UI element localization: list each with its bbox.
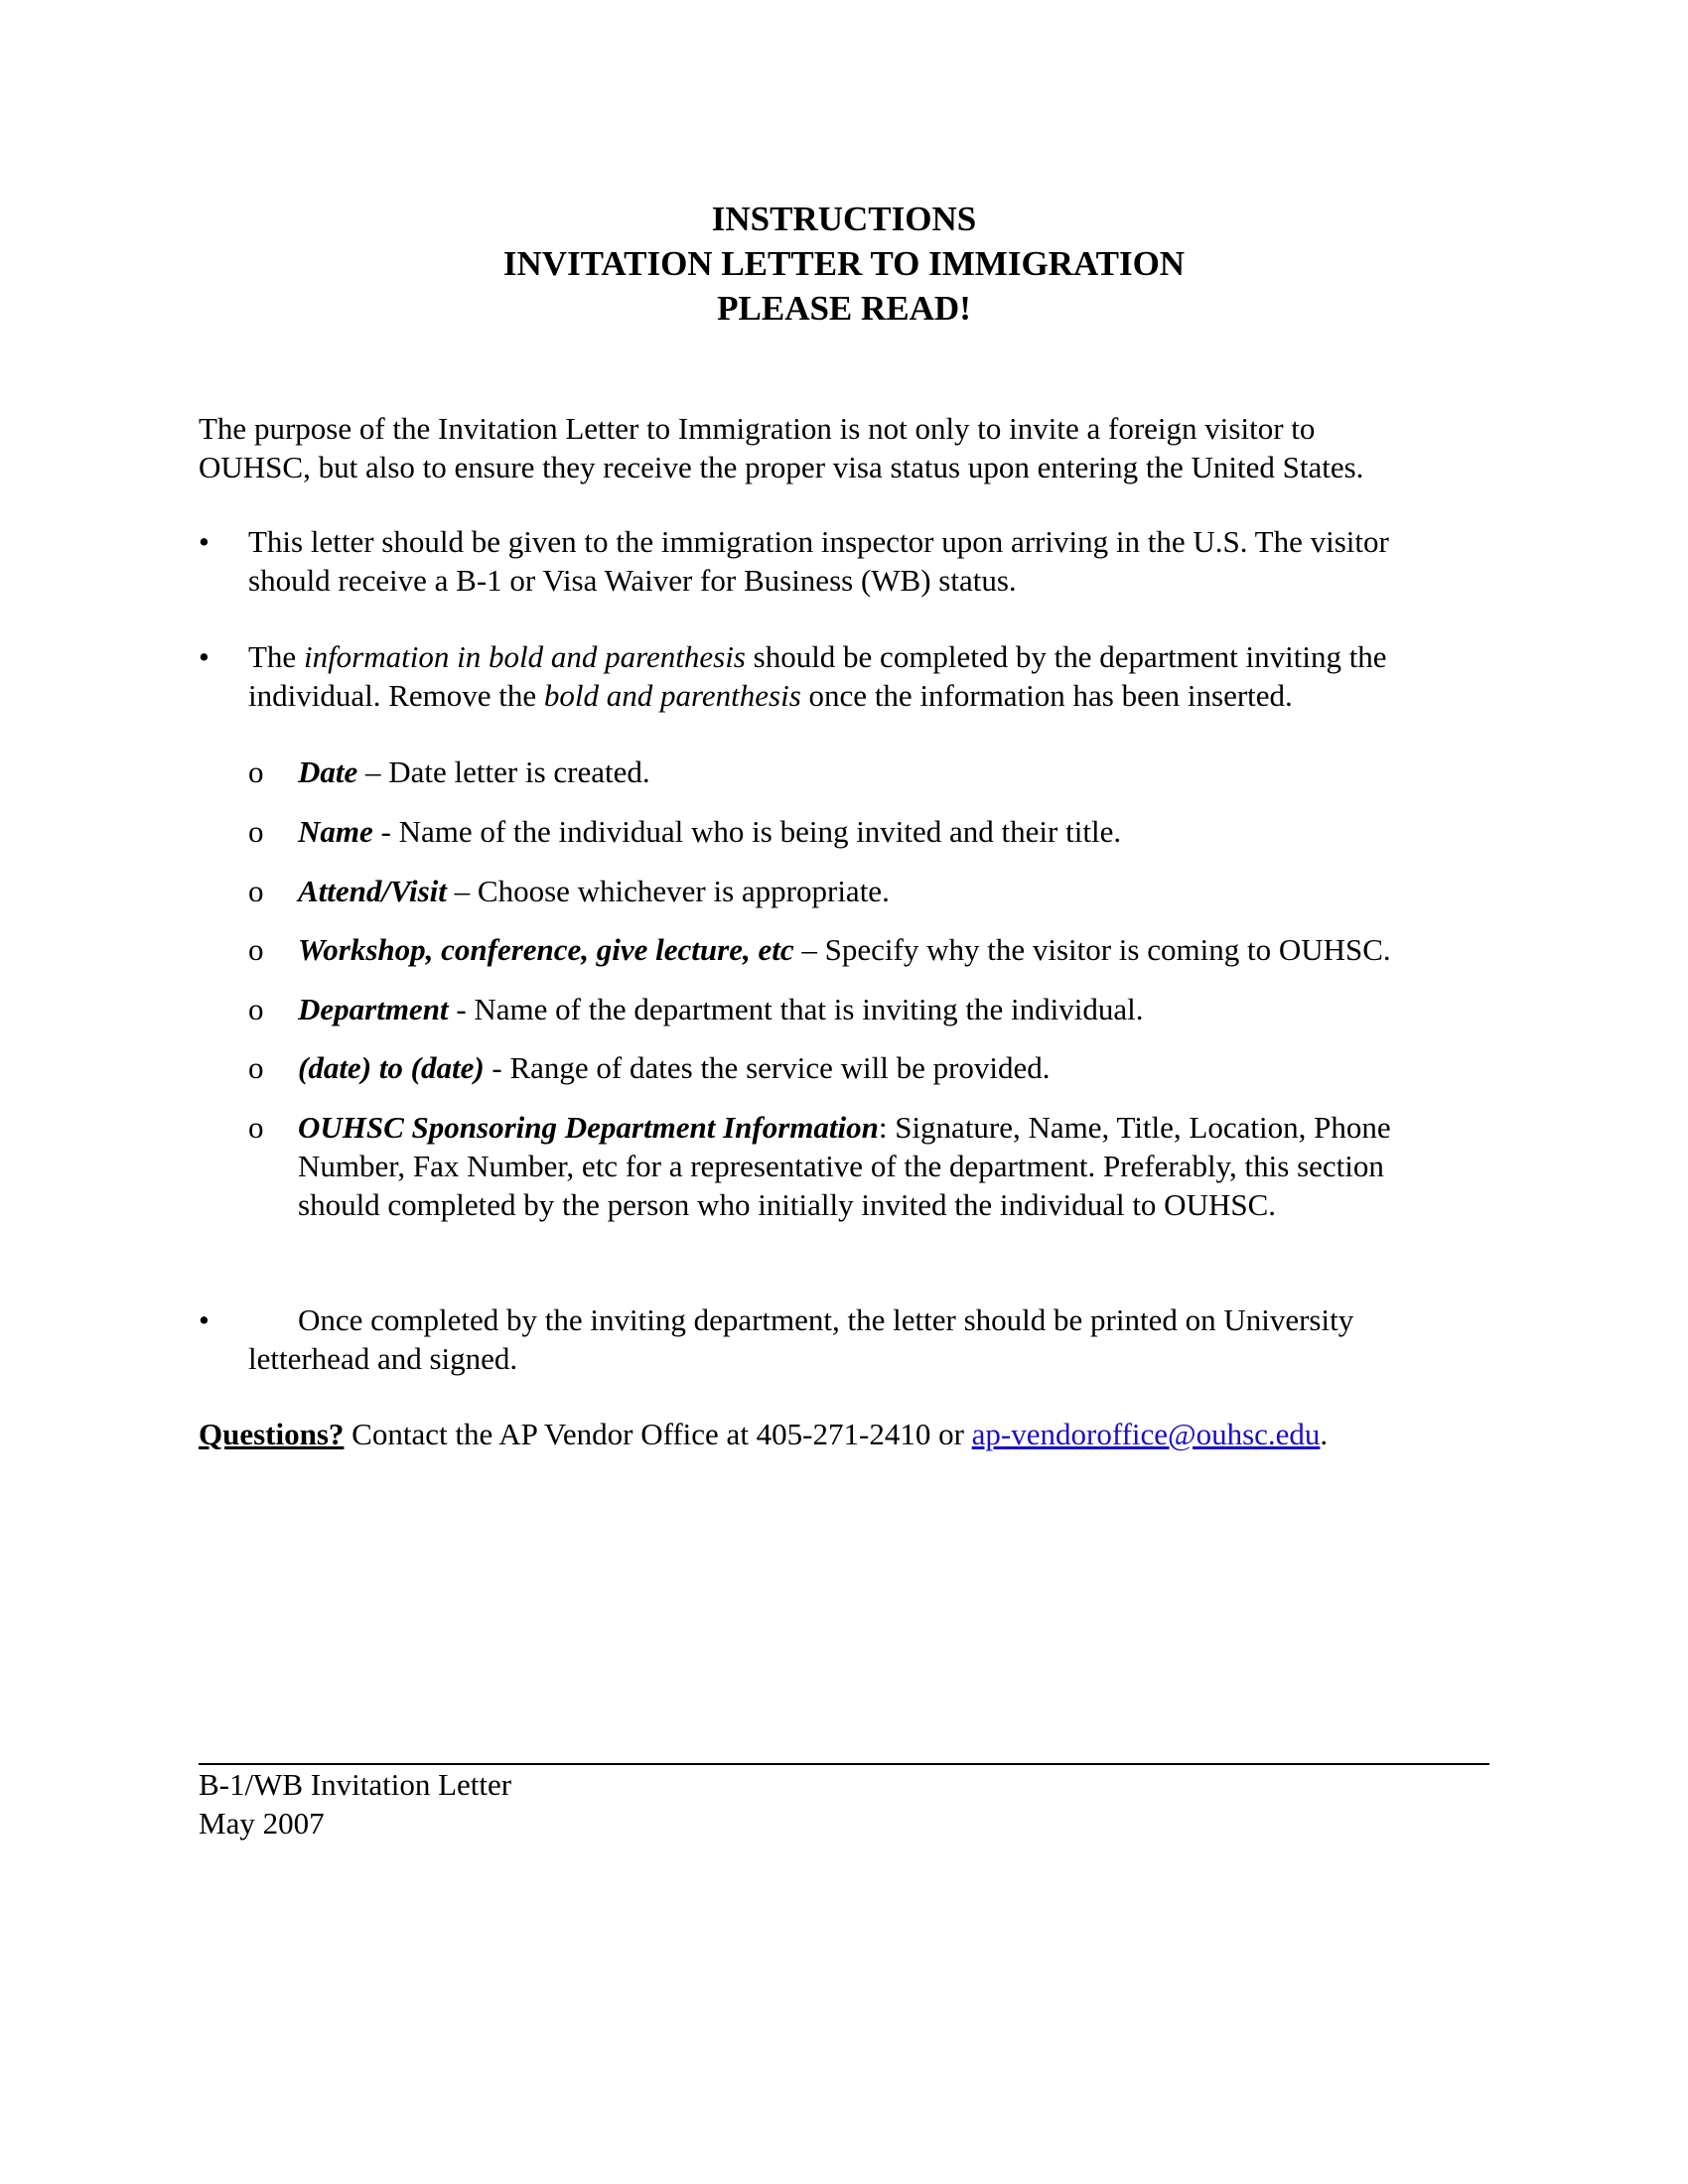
bullet-1-line-2: should receive a B-1 or Visa Waiver for Business (WB) status. — [248, 563, 1017, 598]
title-line-3: PLEASE READ! — [717, 289, 971, 328]
bullet-marker: • — [199, 1302, 210, 1337]
document-title — [0, 197, 1688, 331]
sub-item-term: Attend/Visit — [298, 874, 447, 908]
sub-item-desc: – Date letter is created. — [357, 754, 650, 789]
bullet-3-line-1: Once completed by the inviting department, the letter should be printed on University — [298, 1302, 1354, 1337]
sub-item-sponsoring-dept — [298, 1108, 1499, 1224]
bullet-3 — [248, 1300, 1499, 1378]
email-link[interactable]: ap-vendoroffice@ouhsc.edu — [971, 1417, 1321, 1451]
sub-item-desc: - Name of the individual who is being invited and their title. — [372, 814, 1122, 849]
sub-item-term: Department — [298, 992, 449, 1026]
sub-bullet-marker: o — [248, 932, 264, 967]
sub-bullet-marker: o — [248, 754, 264, 789]
sub-item-7-line-3: should completed by the person who initially invited the individual to OUHSC. — [298, 1187, 1277, 1222]
footer-title: B-1/WB Invitation Letter — [199, 1767, 512, 1802]
sub-item-7-line-1 — [298, 1108, 1499, 1147]
sub-item-desc: – Choose whichever is appropriate. — [446, 874, 890, 908]
bullet-marker: • — [199, 524, 210, 559]
bullet-1 — [248, 522, 1499, 600]
text-run: should be completed by the department inviting the — [745, 639, 1387, 674]
title-line-2: INVITATION LETTER TO IMMIGRATION — [502, 244, 1186, 283]
sub-bullet-marker: o — [248, 814, 264, 849]
sub-item-workshop — [298, 930, 1499, 969]
sub-item-desc: - Name of the department that is inviting the individual. — [448, 992, 1144, 1026]
sub-item-term: Date — [298, 754, 358, 789]
sub-item-name — [298, 812, 1499, 851]
italic-run: information in bold and parenthesis — [303, 639, 746, 674]
bullet-2-line-2 — [248, 676, 1499, 715]
text-run: individual. Remove the — [248, 678, 544, 713]
sub-bullet-marker: o — [248, 1110, 264, 1145]
text-run: The — [248, 639, 304, 674]
footer-date: May 2007 — [199, 1806, 325, 1841]
questions-label: Questions? — [199, 1417, 345, 1451]
bullet-3-line-2: letterhead and signed. — [248, 1341, 518, 1376]
sub-item-attend-visit — [298, 872, 1499, 910]
sub-item-department — [298, 990, 1499, 1028]
sub-item-7-line-2: Number, Fax Number, etc for a representative of the department. Preferably, this section — [298, 1149, 1384, 1183]
text-run: once the information has been inserted. — [800, 678, 1293, 713]
bullet-2 — [248, 637, 1499, 715]
bullet-1-line-1: This letter should be given to the immigration inspector upon arriving in the U.S. The visitor — [248, 524, 1389, 559]
sub-item-date-range — [298, 1048, 1499, 1087]
sub-bullet-marker: o — [248, 1050, 264, 1085]
sub-bullet-marker: o — [248, 874, 264, 908]
sub-item-desc: – Specify why the visitor is coming to OUHSC. — [793, 932, 1391, 967]
questions-line — [199, 1415, 1489, 1453]
title-line-1: INSTRUCTIONS — [711, 200, 977, 238]
sub-item-date — [298, 752, 1499, 791]
sub-item-desc: - Range of dates the service will be provided. — [484, 1050, 1051, 1085]
intro-line-2: OUHSC, but also to ensure they receive the proper visa status upon entering the United States. — [199, 450, 1364, 484]
intro-line-1: The purpose of the Invitation Letter to Immigration is not only to invite a foreign visitor to — [199, 411, 1316, 446]
bullet-2-line-1 — [248, 637, 1499, 676]
sub-item-term: OUHSC Sponsoring Department Information — [298, 1110, 879, 1145]
bullet-marker: • — [199, 639, 210, 674]
sub-bullet-marker: o — [248, 992, 264, 1026]
italic-run: bold and parenthesis — [543, 678, 801, 713]
sub-item-desc: : Signature, Name, Title, Location, Phone — [878, 1110, 1391, 1145]
intro-paragraph — [199, 409, 1489, 486]
sub-item-term: Name — [298, 814, 373, 849]
questions-end: . — [1320, 1417, 1329, 1451]
sub-item-term: (date) to (date) — [298, 1050, 485, 1085]
sub-item-term: Workshop, conference, give lecture, etc — [298, 932, 794, 967]
questions-text: Contact the AP Vendor Office at 405-271-2410 or — [344, 1417, 972, 1451]
